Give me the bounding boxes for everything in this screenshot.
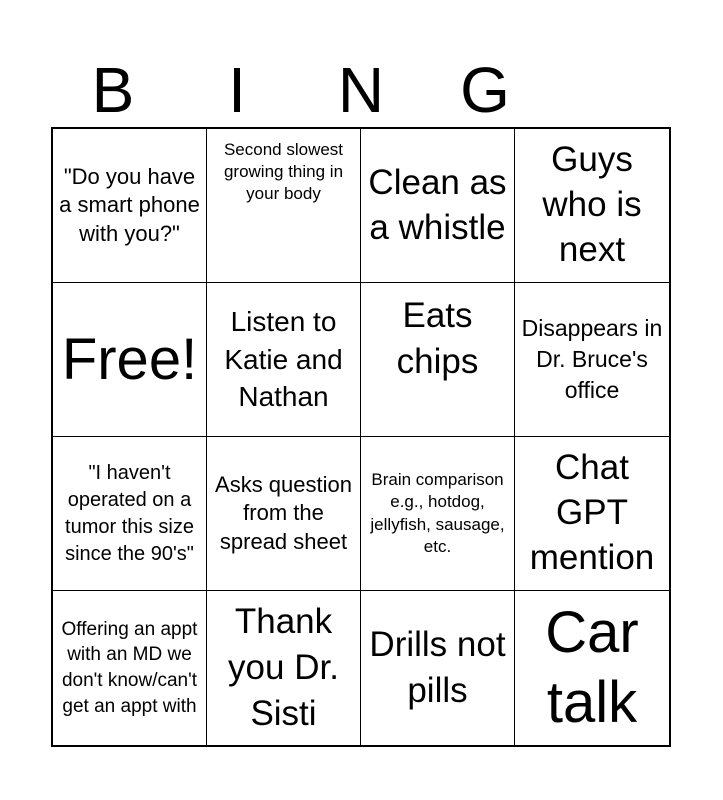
header-letter-o	[547, 52, 671, 128]
bingo-board	[51, 127, 671, 747]
bingo-cell-r4-c4[interactable]	[515, 591, 669, 745]
bingo-cell-r1-c3[interactable]	[361, 129, 515, 283]
bingo-cell-text: Second slowest growing thing in your body	[223, 140, 344, 204]
bingo-cell-r3-c3[interactable]	[361, 437, 515, 591]
bingo-header	[51, 52, 671, 128]
bingo-cell-text: "I haven't operated on a tumor this size since the 90's"	[65, 461, 194, 565]
header-letter-n: N	[337, 54, 385, 126]
bingo-cell-text: Free!	[61, 326, 198, 392]
bingo-cell-r2-c4[interactable]	[515, 283, 669, 437]
bingo-cell-text: Asks question from the spread sheet	[215, 471, 352, 554]
header-letter-i: I	[228, 54, 246, 126]
bingo-cell-text: Brain comparison e.g., hotdog, jellyfish, sausage, etc.	[370, 470, 505, 556]
bingo-cell-r1-c2[interactable]	[207, 129, 361, 283]
bingo-cell-r4-c2[interactable]	[207, 591, 361, 745]
bingo-cell-text: Drills not pills	[369, 624, 506, 710]
bingo-cell-r3-c1[interactable]	[53, 437, 207, 591]
bingo-cell-r2-c3[interactable]	[361, 283, 515, 437]
bingo-cell-text: Offering an appt with an MD we don't know/can't get an appt with	[61, 618, 198, 717]
bingo-cell-text: Thank you Dr. Sisti	[228, 601, 339, 734]
bingo-cell-r3-c4[interactable]	[515, 437, 669, 591]
bingo-cell-text: Chat GPT mention	[529, 448, 655, 577]
bingo-cell-text: Guys who is next	[542, 140, 642, 269]
bingo-cell-text: Car talk	[545, 600, 639, 735]
bingo-cell-r1-c4[interactable]	[515, 129, 669, 283]
bingo-cell-r4-c3[interactable]	[361, 591, 515, 745]
bingo-cell-text: Clean as a whistle	[368, 162, 507, 247]
bingo-cell-r4-c1[interactable]	[53, 591, 207, 745]
bingo-cell-r3-c2[interactable]	[207, 437, 361, 591]
bingo-cell-r2-c2[interactable]	[207, 283, 361, 437]
bingo-cell-r1-c1[interactable]	[53, 129, 207, 283]
bingo-cell-r2-c1[interactable]	[53, 283, 207, 437]
header-letter-b: B	[91, 54, 135, 126]
header-letter-g: G	[460, 54, 510, 126]
bingo-cell-text: Eats chips	[396, 296, 479, 381]
bingo-cell-text: "Do you have a smart phone with you?"	[59, 163, 200, 246]
bingo-cell-text: Listen to Katie and Nathan	[224, 305, 343, 413]
bingo-cell-text: Disappears in Dr. Bruce's office	[521, 314, 663, 404]
